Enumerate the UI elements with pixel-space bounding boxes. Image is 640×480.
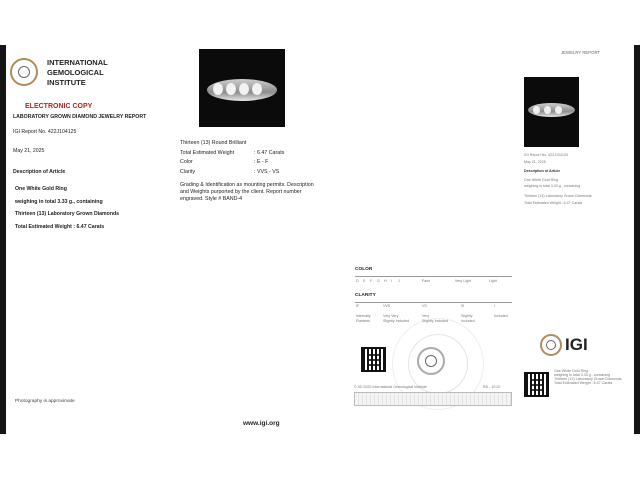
card-line-4: Total Estimated Weight : 6.47 Carats [554,381,613,385]
form-code: RD - 10.20 [483,385,501,389]
color-grade-faint: Faint [422,279,430,283]
stone-description: Thirteen (13) Round Brilliant [180,140,247,146]
electronic-copy-label: ELECTRONIC COPY [25,103,93,110]
jewelry-report-label: JEWELRY REPORT [561,50,601,55]
spec-value-color: : E - F [254,159,269,165]
article-line-1: One White Gold Ring [15,186,67,192]
clarity-desc-vs-1: Very [422,314,430,318]
color-grade-j: J [398,279,400,283]
clarity-desc-vs-2: Slightly Included [422,319,449,323]
mini-ring-photo [524,77,579,147]
clarity-desc-vvs-2: Slightly Included [383,319,410,323]
spec-label-clarity: Clarity [180,169,196,175]
color-grade-g: G [377,279,380,283]
clarity-desc-si-2: Included [461,319,475,323]
clarity-grade-if: IF [356,304,360,308]
institute-line-3: INSTITUTE [47,78,86,87]
right-frame-bar [634,45,640,434]
spec-label-color: Color [180,159,193,165]
article-line-3: Thirteen (13) Laboratory Grown Diamonds [15,211,120,217]
clarity-desc-i-1: Included [494,314,508,318]
color-rule [355,276,512,277]
card-line-2: weighing in total 3.33 g., containing [554,373,611,377]
mini-report-date: May 21, 2025 [524,160,546,164]
clarity-grade-i: I [494,304,495,308]
igi-logo-text: IGI [565,335,588,354]
color-grade-f: F [370,279,373,283]
clarity-desc-if-2: Flawless [356,319,370,323]
color-grade-light: Light [489,279,497,283]
color-grade-d: D [356,279,359,283]
card-line-1: One White Gold Ring [554,369,588,373]
mini-report-number: IGI Report No. 422J104125 [524,153,568,157]
qr-code-card[interactable] [524,372,549,397]
photo-note: Photography is approximate [15,399,75,404]
color-grade-e: E [363,279,366,283]
comments-line-3: engraved. Style # BAND-4 [180,196,243,202]
ring-photo [199,49,285,127]
institute-line-2: GEMOLOGICAL [47,68,104,77]
copyright-line: © IGI 2020 International Gemological Institute [354,385,427,389]
description-heading: Description of Article [13,169,66,175]
report-date: May 21, 2025 [13,148,45,154]
left-frame-bar [0,45,6,434]
clarity-desc-si-1: Slightly [461,314,473,318]
report-type: LABORATORY GROWN DIAMOND JEWELRY REPORT [13,114,147,120]
igi-logo-icon [540,334,562,356]
clarity-desc-if-1: Internally [356,314,371,318]
website-link[interactable]: www.igi.org [243,420,280,427]
mini-report-line-1: One White Gold Ring [524,178,558,182]
mini-report-heading: Description of Article [524,169,561,173]
comments-line-1: Grading & Identification as mounting permits. Description [180,182,314,188]
color-grade-i: I [391,279,392,283]
clarity-grade-vs: VS [422,304,427,308]
security-strip [354,392,512,406]
clarity-grade-vvs: VVS [383,304,391,308]
color-grade-h: H [384,279,387,283]
qr-code-main[interactable] [361,347,386,372]
igi-center-seal-icon [417,347,445,375]
clarity-desc-vvs-1: Very Very [383,314,399,318]
mini-report-line-4: Total Estimated Weight : 6.47 Carats [524,201,583,205]
institute-line-1: INTERNATIONAL [47,58,108,67]
article-line-4: Total Estimated Weight : 6.47 Carats [15,224,105,230]
spec-label-weight: Total Estimated Weight [180,150,235,156]
clarity-rule [355,302,512,303]
igi-seal-icon [10,58,38,86]
clarity-heading: CLARITY [355,293,376,298]
card-line-3: Thirteen (13) Laboratory Grown Diamonds [554,377,622,381]
article-line-2: weighing in total 3.33 g., containing [15,199,103,205]
color-grade-very-light: Very Light [455,279,471,283]
clarity-grade-si: SI [461,304,465,308]
spec-value-clarity: : VVS - VS [254,169,280,175]
report-number: IGI Report No. 422J104125 [13,129,77,135]
color-heading: COLOR [355,267,373,272]
mini-report-line-2: weighing in total 3.33 g., containing [524,184,581,188]
mini-report-line-3: Thirteen (13) Laboratory Grown Diamonds [524,194,592,198]
spec-value-weight: : 6.47 Carats [254,150,285,156]
comments-line-2: and Weights purported by the client. Report number [180,189,302,195]
